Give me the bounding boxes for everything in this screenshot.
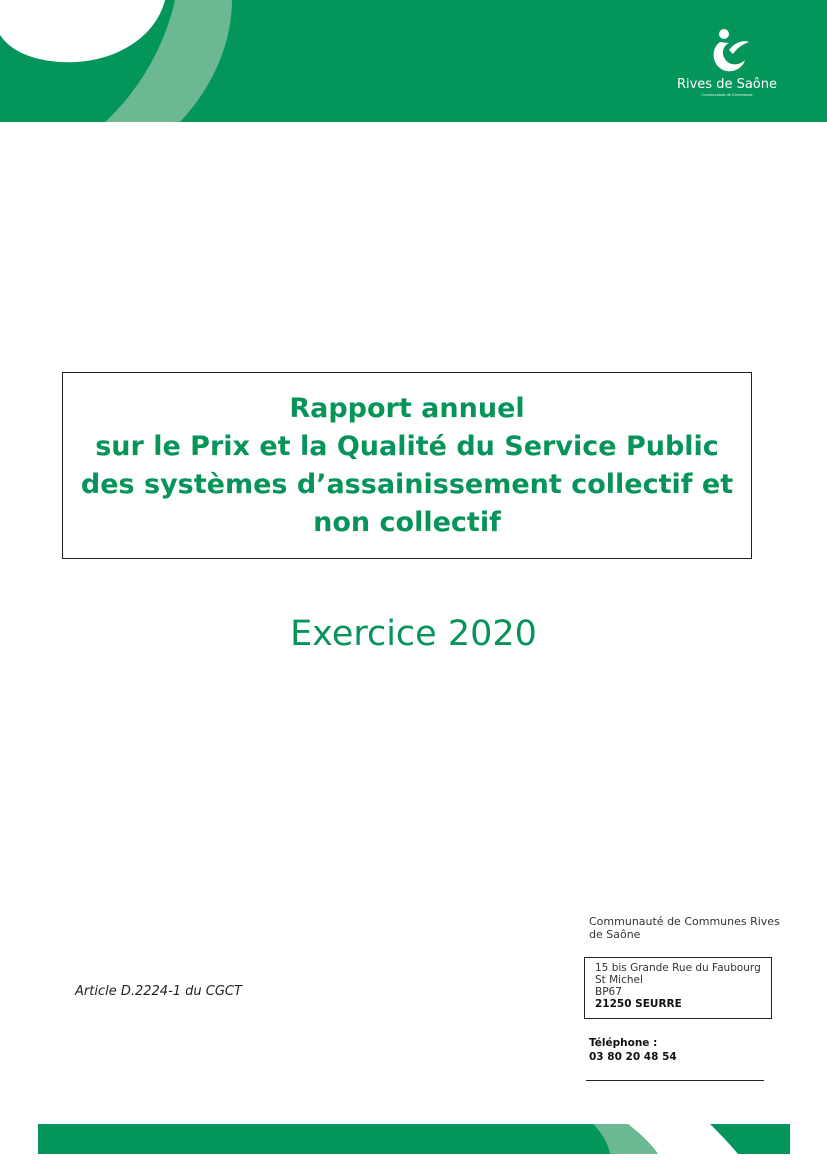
report-title-line-2: sur le Prix et la Qualité du Service Public [95, 430, 719, 462]
organization-name-line-1: Communauté de Communes Rives [589, 915, 780, 928]
footer-band [38, 1124, 790, 1154]
organization-logo [672, 26, 782, 106]
logo-name: Rives de Saône [676, 77, 778, 92]
footer-swoosh-decoration [38, 1124, 790, 1154]
address-line-3: BP67 [595, 986, 622, 998]
organization-name [589, 915, 780, 941]
address-city: 21250 SEURRE [595, 998, 682, 1010]
exercice-year: Exercice 2020 [290, 614, 537, 654]
header-band [0, 0, 827, 122]
phone-label: Téléphone : [589, 1037, 658, 1049]
address-line-1: 15 bis Grande Rue du Faubourg [595, 962, 761, 974]
signature-line [586, 1080, 764, 1081]
report-title-box [62, 372, 752, 559]
header-swoosh-decoration [0, 0, 260, 122]
logo-subtitle: Communauté de Communes [701, 92, 753, 97]
organization-name-line-2: de Saône [589, 928, 641, 941]
address-line-2: St Michel [595, 974, 643, 986]
address-box [584, 957, 772, 1019]
phone-number: 03 80 20 48 54 [589, 1051, 677, 1063]
stylized-figure-icon [703, 26, 751, 76]
report-title-line-4: non collectif [313, 506, 501, 538]
article-reference: Article D.2224-1 du CGCT [75, 984, 242, 999]
report-title-line-3: des systèmes d’assainissement collectif et [80, 468, 734, 500]
report-title-line-1: Rapport annuel [289, 392, 525, 424]
phone-block [589, 1036, 677, 1064]
